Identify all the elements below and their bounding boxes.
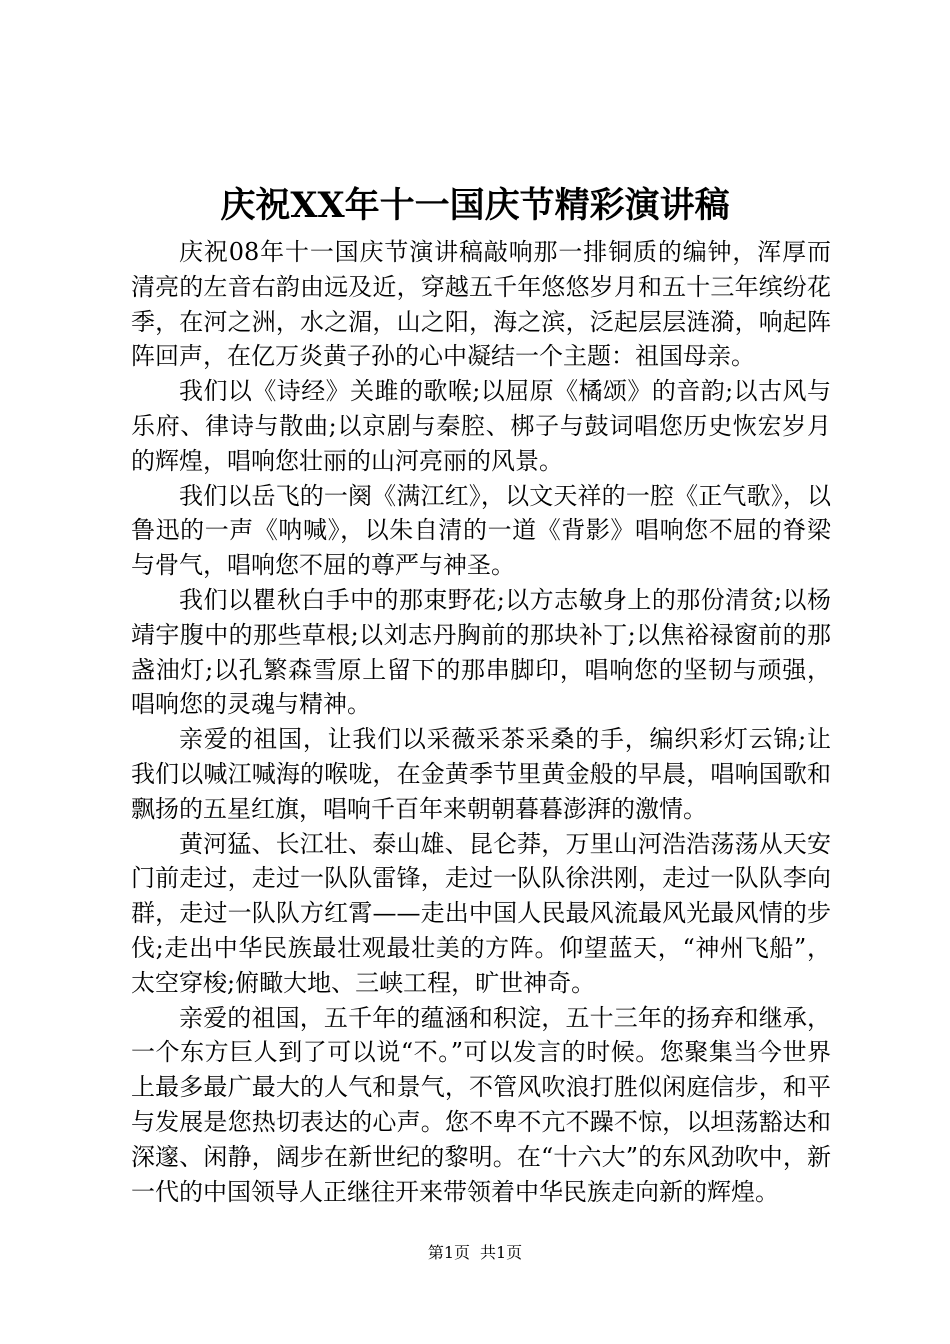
page-number: 第1页 — [427, 1243, 470, 1262]
document-body — [131, 235, 831, 1209]
paragraph: 黄河猛、长江壮、泰山雄、昆仑莽，万里山河浩浩荡荡从天安门前走过，走过一队队雷锋，走过一队队徐洪刚，走过一队队李向群，走过一队队方红霄——走出中国人民最风流最风光最风情的步伐;走出中华民族最壮观最壮美的方阵。仰望蓝天，“神州飞船”，太空穿梭;俯瞰大地、三峡工程，旷世神奇。 — [131, 829, 831, 997]
page-total: 共1页 — [480, 1243, 523, 1262]
document-title: 庆祝XX年十一国庆节精彩演讲稿 — [220, 185, 730, 226]
paragraph: 亲爱的祖国，让我们以采薇采茶采桑的手，编织彩灯云锦;让我们以喊江喊海的喉咙，在金黄季节里黄金般的早晨，唱响国歌和飘扬的五星红旗，唱响千百年来朝朝暮暮澎湃的激情。 — [131, 725, 831, 823]
page-footer — [0, 1242, 950, 1264]
paragraph: 我们以岳飞的一阕《满江红》，以文天祥的一腔《正气歌》，以鲁迅的一声《呐喊》，以朱自清的一道《背影》唱响您不屈的脊梁与骨气，唱响您不屈的尊严与神圣。 — [131, 481, 831, 580]
paragraph: 我们以《诗经》关雎的歌喉;以屈原《橘颂》的音韵;以古风与乐府、律诗与散曲;以京剧与秦腔、梆子与鼓词唱您历史恢宏岁月的辉煌，唱响您壮丽的山河亮丽的风景。 — [131, 377, 831, 475]
paragraph: 我们以瞿秋白手中的那束野花;以方志敏身上的那份清贫;以杨靖宇腹中的那些草根;以刘志丹胸前的那块补丁;以焦裕禄窗前的那盏油灯;以孔繁森雪原上留下的那串脚印，唱响您的坚韧与顽强，唱响您的灵魂与精神。 — [131, 585, 831, 719]
paragraph: 庆祝08年十一国庆节演讲稿敲响那一排铜质的编钟，浑厚而清亮的左音右韵由远及近，穿越五千年悠悠岁月和五十三年缤纷花季，在河之洲，水之湄，山之阳，海之滨，泛起层层涟漪，响起阵阵回声，在亿万炎黄子孙的心中凝结一个主题：祖国母亲。 — [131, 238, 831, 371]
paragraph: 亲爱的祖国，五千年的蕴涵和积淀，五十三年的扬弃和继承，一个东方巨人到了可以说“不。”可以发言的时候。您聚集当今世界上最多最广最大的人气和景气，不管风吹浪打胜似闲庭信步，和平与发展是您热切表达的心声。您不卑不亢不躁不惊，以坦荡豁达和深邃、闲静，阔步在新世纪的黎明。在“十六大”的东风劲吹中，新一代的中国领导人正继往开来带领着中华民族走向新的辉煌。 — [131, 1003, 831, 1206]
